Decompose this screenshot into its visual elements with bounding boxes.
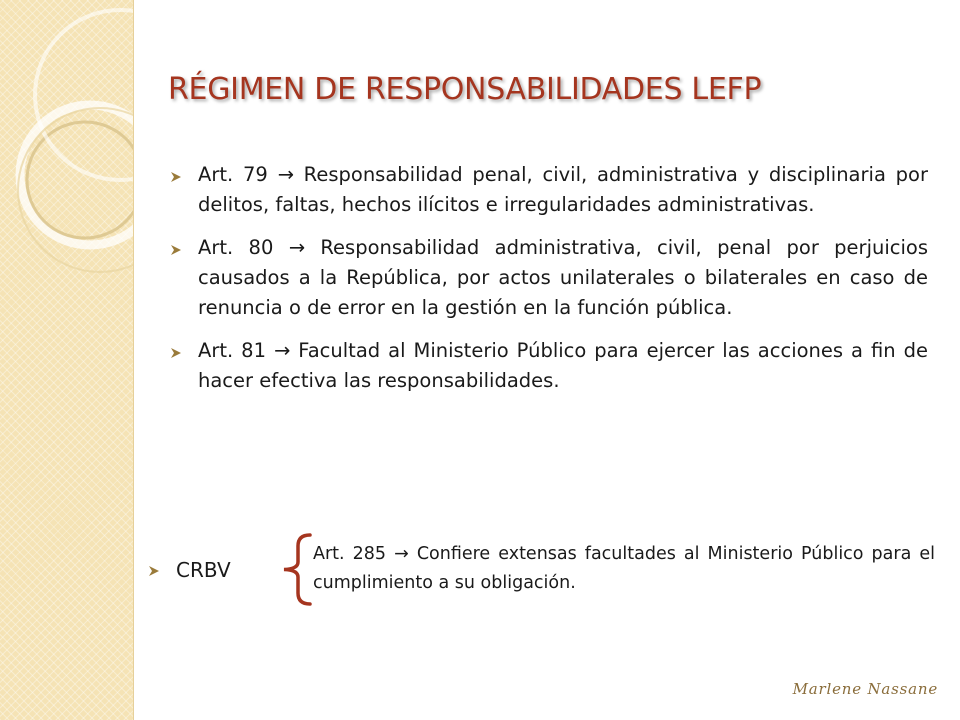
arrow-bullet-icon [170, 244, 182, 256]
crbv-article-text: Art. 285 → Confiere extensas facultades al Ministerio Público para el cumplimiento a su obligación. [313, 544, 935, 593]
bullet-list [170, 160, 928, 409]
author-signature: Marlene Nassane [792, 680, 938, 698]
crbv-label: CRBV [176, 558, 231, 582]
bullet-item-art-80 [170, 233, 928, 323]
decorative-circles [0, 0, 133, 330]
left-curly-brace-icon [270, 532, 314, 607]
arrow-bullet-icon [148, 565, 160, 577]
decorative-side-panel [0, 0, 134, 720]
arrow-bullet-icon [170, 171, 182, 183]
bullet-item-art-81 [170, 336, 928, 396]
bullet-text: Art. 81 → Facultad al Ministerio Público para ejercer las acciones a fin de hacer efectiva las responsabilidades. [198, 339, 928, 392]
slide-title: RÉGIMEN DE RESPONSABILIDADES LEFP [168, 72, 762, 107]
bullet-text: Art. 79 → Responsabilidad penal, civil, administrativa y disciplinaria por delitos, faltas, hechos ilícitos e irregularidades administrativas. [198, 163, 928, 216]
bullet-item-art-79 [170, 160, 928, 220]
crbv-bullet [148, 555, 231, 585]
arrow-bullet-icon [170, 347, 182, 359]
bullet-text: Art. 80 → Responsabilidad administrativa, civil, penal por perjuicios causados a la República, por actos unilaterales o bilaterales en caso de renuncia o de error en la gestión en la función pública. [198, 236, 928, 319]
